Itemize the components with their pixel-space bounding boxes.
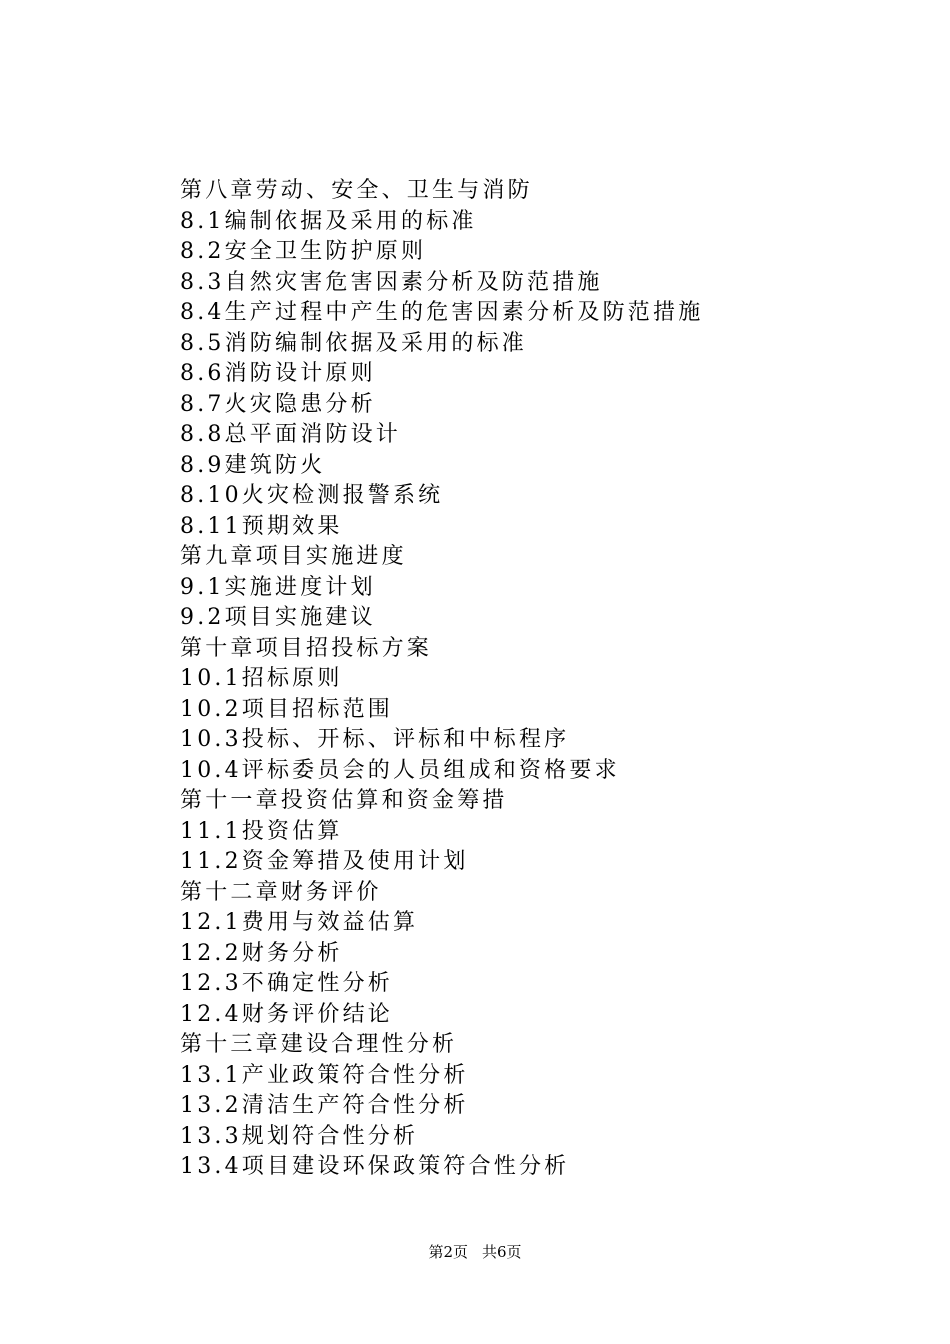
- toc-chapter: 第九章项目实施进度: [180, 544, 407, 569]
- toc-section: 12.1费用与效益估算: [180, 910, 419, 935]
- toc-section: 10.4评标委员会的人员组成和资格要求: [180, 757, 620, 783]
- toc-chapter: 第八章劳动、安全、卫生与消防: [180, 178, 533, 203]
- page-footer: [0, 1240, 950, 1264]
- toc-section: 8.9建筑防火: [180, 452, 326, 478]
- toc-section: 8.11预期效果: [180, 513, 343, 539]
- table-of-contents: [180, 176, 703, 1183]
- toc-section: 12.4财务评价结论: [180, 1001, 393, 1027]
- page-total: 共6页: [482, 1243, 522, 1261]
- toc-section: 11.1投资估算: [180, 818, 343, 844]
- toc-section: 11.2资金筹措及使用计划: [180, 849, 469, 874]
- toc-section: 8.6消防设计原则: [180, 361, 376, 386]
- toc-section: 12.3不确定性分析: [180, 971, 393, 996]
- toc-chapter: 第十二章财务评价: [180, 879, 382, 905]
- toc-section: 8.10火灾检测报警系统: [180, 483, 444, 508]
- toc-section: 13.4项目建设环保政策符合性分析: [180, 1154, 570, 1179]
- toc-section: 8.5消防编制依据及采用的标准: [180, 330, 527, 356]
- toc-section: 8.3自然灾害危害因素分析及防范措施: [180, 269, 603, 295]
- toc-section: 8.1编制依据及采用的标准: [180, 208, 477, 234]
- toc-section: 10.3投标、开标、评标和中标程序: [180, 727, 570, 752]
- toc-section: 10.2项目招标范围: [180, 696, 393, 722]
- toc-section: 13.2清洁生产符合性分析: [180, 1093, 469, 1118]
- toc-section: 9.1实施进度计划: [180, 574, 376, 600]
- toc-section: 8.7火灾隐患分析: [180, 391, 376, 417]
- toc-section: 13.1产业政策符合性分析: [180, 1062, 469, 1088]
- toc-chapter: 第十一章投资估算和资金筹措: [180, 788, 508, 813]
- toc-section: 9.2项目实施建议: [180, 605, 376, 630]
- toc-section: 8.2安全卫生防护原则: [180, 239, 427, 264]
- toc-section: 8.4生产过程中产生的危害因素分析及防范措施: [180, 300, 704, 325]
- toc-section: 12.2财务分析: [180, 940, 343, 966]
- toc-chapter: 第十三章建设合理性分析: [180, 1032, 458, 1057]
- toc-section: 8.8总平面消防设计: [180, 422, 401, 447]
- page-number: 第2页: [428, 1243, 468, 1261]
- toc-chapter: 第十章项目招投标方案: [180, 635, 433, 661]
- toc-section: 10.1招标原则: [180, 666, 343, 691]
- toc-section: 13.3规划符合性分析: [180, 1123, 419, 1149]
